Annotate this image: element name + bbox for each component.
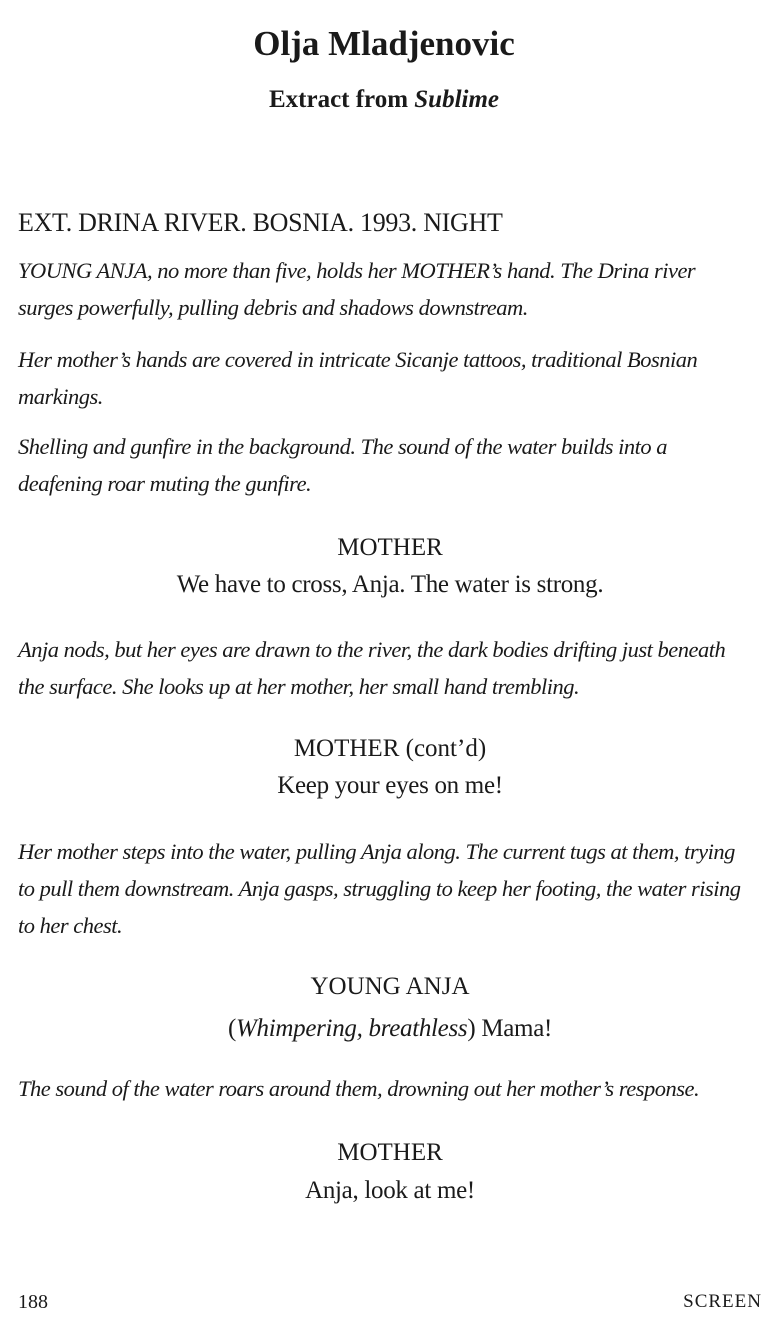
action-line: The sound of the water roars around them, drowning out her mother’s response. (18, 1076, 700, 1101)
action-line: Her mother steps into the water, pulling Anja along. The current tugs at them, trying to pull them downstream. Anja gasps, struggling to keep her footing, the water rising to her chest. (18, 839, 741, 938)
character-name: MOTHER (337, 534, 443, 561)
paren-open: ( (227, 1015, 236, 1042)
action-line: Her mother’s hands are covered in intricate Sicanje tattoos, traditional Bosnian markings. (18, 347, 698, 409)
paren-close: ) (467, 1015, 476, 1042)
dialogue-line: Keep your eyes on me! (277, 772, 503, 799)
section-label: SCREEN (683, 1291, 762, 1312)
subtitle-prefix: Extract from (268, 86, 409, 113)
dialogue-line: Anja, look at me! (305, 1177, 475, 1204)
action-line: Anja nods, but her eyes are drawn to the river, the dark bodies drifting just beneath the surface. She looks up at her mother, her small hand trembling. (18, 637, 726, 699)
work-title: Sublime (414, 86, 500, 113)
parenthetical: Whimpering, breathless (236, 1015, 468, 1042)
dialogue-with-parenthetical (0, 1012, 768, 1046)
character-name: MOTHER (337, 1139, 443, 1166)
dialogue-line: Mama! (481, 1015, 553, 1042)
extract-subtitle (0, 83, 768, 117)
character-name: YOUNG ANJA (310, 973, 470, 1000)
scene-heading: EXT. DRINA RIVER. BOSNIA. 1993. NIGHT (18, 208, 503, 237)
author-name: Olja Mladjenovic (253, 24, 515, 63)
action-line: YOUNG ANJA, no more than five, holds her MOTHER’s hand. The Drina river surges powerfully, pulling debris and shadows downstream. (18, 258, 696, 320)
character-name: MOTHER (cont’d) (293, 735, 487, 762)
page-number: 188 (18, 1291, 48, 1313)
action-line: Shelling and gunfire in the background. The sound of the water builds into a deafening roar muting the gunfire. (18, 434, 668, 496)
dialogue-line: We have to cross, Anja. The water is strong. (176, 571, 604, 598)
